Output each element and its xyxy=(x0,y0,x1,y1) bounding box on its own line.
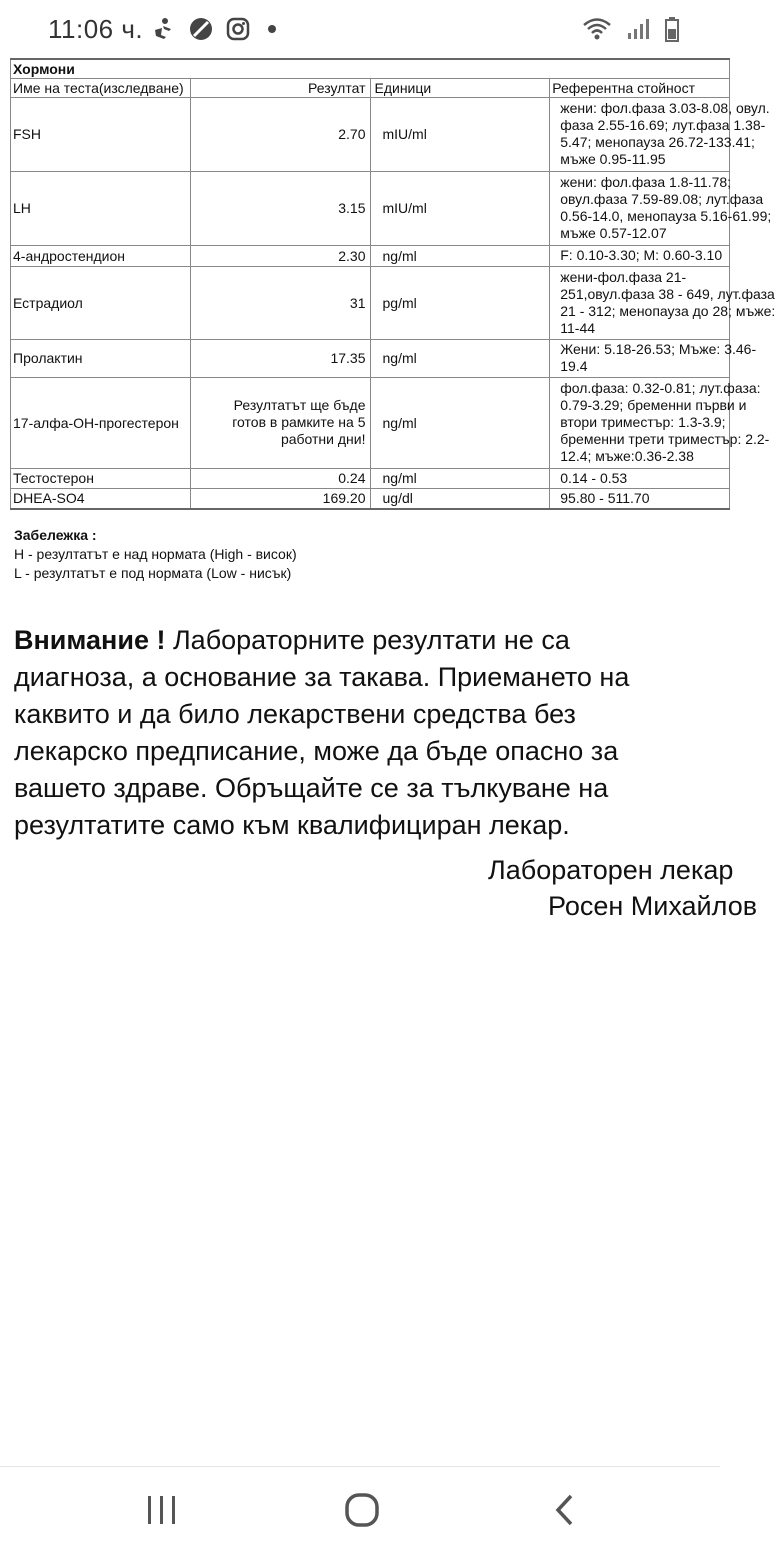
test-name: Пролактин xyxy=(11,339,191,377)
test-reference: жени-фол.фаза 21-251,овул.фаза 38 - 649, лут.фаза 21 - 312; менопауза до 28; мъже: 11-44 xyxy=(560,268,776,336)
table-row xyxy=(11,245,730,266)
test-result: 31 xyxy=(190,266,370,339)
table-row xyxy=(11,266,730,339)
status-icons-right xyxy=(582,16,680,47)
test-name: Тестостерон xyxy=(11,468,191,488)
header-reference: Референтна стойност xyxy=(550,78,730,97)
status-time: 11:06 ч. xyxy=(48,14,144,44)
home-icon xyxy=(344,1492,380,1533)
warning-line: резултатите само към квалифициран лекар. xyxy=(14,810,570,840)
test-unit: ng/ml xyxy=(370,468,550,488)
test-unit: ng/ml xyxy=(370,377,550,468)
warning-line: Лабораторните резултати не са xyxy=(165,625,570,655)
test-reference: Жени: 5.18-26.53; Мъже: 3.46-19.4 xyxy=(560,341,757,374)
test-result: 2.30 xyxy=(190,245,370,266)
note-low: L - резултатът е под нормата (Low - нисък) xyxy=(14,565,292,581)
signature-clip xyxy=(0,852,758,932)
results-table xyxy=(10,58,776,510)
warning-text xyxy=(14,622,754,844)
test-unit: mIU/ml xyxy=(370,171,550,245)
warning-line: лекарско предписание, може да бъде опасно за xyxy=(14,736,619,766)
table-row xyxy=(11,171,730,245)
test-result: 2.70 xyxy=(190,97,370,171)
test-reference: жени: фол.фаза 3.03-8.08, овул. фаза 2.55-16.69; лут.фаза 1.38-5.47; менопауза 26.72-133.41; мъже 0.95-11.95 xyxy=(560,100,770,167)
test-result: Резултатът ще бъде готов в рамките на 5 работни дни! xyxy=(232,397,366,447)
test-name: FSH xyxy=(11,97,191,171)
recent-apps-button[interactable] xyxy=(132,1487,192,1537)
test-reference: 95.80 - 511.70 xyxy=(560,489,650,506)
test-name: 17-алфа-OH-прогестерон xyxy=(11,377,191,468)
test-result: 17.35 xyxy=(190,339,370,377)
test-reference: жени: фол.фаза 1.8-11.78; овул.фаза 7.59-89.08; лут.фаза 0.56-14.0, менопауза 5.16-61.99; мъже 0.57-12.07 xyxy=(560,174,772,241)
home-button[interactable] xyxy=(332,1487,392,1537)
test-name: Естрадиол xyxy=(11,266,191,339)
signal-icon xyxy=(626,17,650,46)
notes-title: Забележка : xyxy=(14,527,97,543)
test-result: 3.15 xyxy=(190,171,370,245)
section-row xyxy=(11,59,730,78)
signature-title: Лабораторен лекар xyxy=(488,855,734,885)
test-unit: ng/ml xyxy=(370,339,550,377)
status-bar xyxy=(0,0,720,58)
test-name: 4-андростендион xyxy=(11,245,191,266)
table-row xyxy=(11,377,730,468)
table-row xyxy=(11,468,730,488)
header-result: Резултат xyxy=(190,78,370,97)
warning-line: диагноза, а основание за такава. Приемането на xyxy=(14,662,630,692)
test-unit: mIU/ml xyxy=(370,97,550,171)
test-name: LH xyxy=(11,171,191,245)
test-reference: F: 0.10-3.30; M: 0.60-3.10 xyxy=(560,247,723,263)
warning-line: каквито и да било лекарствени средства без xyxy=(14,699,576,729)
test-name: DHEA-SO4 xyxy=(11,488,191,509)
navigation-bar xyxy=(0,1466,720,1560)
dot-icon xyxy=(262,17,282,41)
header-row xyxy=(11,78,730,97)
section-title: Хормони xyxy=(11,59,730,78)
notes xyxy=(14,526,297,583)
accessibility-icon xyxy=(152,17,176,41)
table-row xyxy=(11,339,730,377)
table-row xyxy=(11,488,730,509)
wifi-icon xyxy=(582,17,612,46)
warning-label: Внимание ! xyxy=(14,625,166,655)
test-reference: 0.14 - 0.53 xyxy=(560,469,628,486)
test-unit: ng/ml xyxy=(370,245,550,266)
back-icon xyxy=(552,1493,576,1532)
no-disturb-icon xyxy=(188,16,214,42)
recent-apps-icon xyxy=(145,1494,179,1531)
test-unit: pg/ml xyxy=(370,266,550,339)
test-result: 169.20 xyxy=(190,488,370,509)
instagram-icon xyxy=(226,17,250,41)
header-name: Име на теста(изследване) xyxy=(11,78,191,97)
table-row xyxy=(11,97,730,171)
test-reference: фол.фаза: 0.32-0.81; лут.фаза: 0.79-3.29; бременни първи и втори триместър: 1.3-3.9; бременни трети триместър: 2.2-12.4; мъже:0.36-2.38 xyxy=(560,380,770,464)
warning-line: вашето здраве. Обръщайте се за тълкуване на xyxy=(14,773,609,803)
back-button[interactable] xyxy=(534,1487,594,1537)
header-unit: Единици xyxy=(370,78,550,97)
test-unit: ug/dl xyxy=(370,488,550,509)
test-result: 0.24 xyxy=(190,468,370,488)
battery-icon xyxy=(664,16,680,47)
note-high: H - резултатът е над нормата (High - висок) xyxy=(14,546,297,562)
status-icons-left xyxy=(152,16,282,42)
signature-name: Росен Михайлов xyxy=(548,891,758,921)
